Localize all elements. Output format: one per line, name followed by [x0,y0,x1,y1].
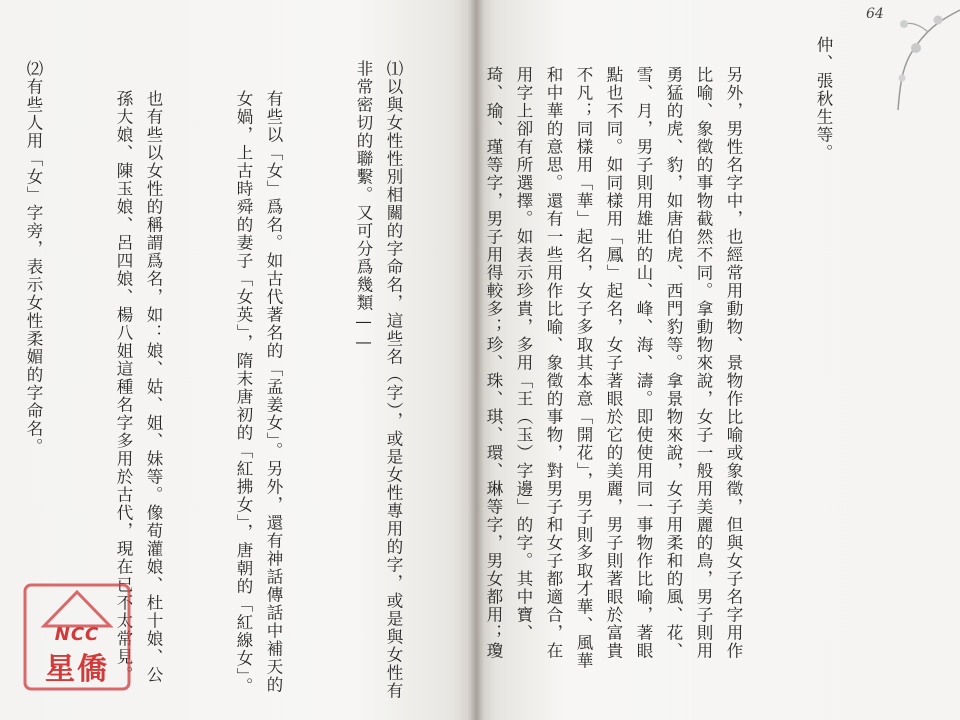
book-gutter [468,0,484,720]
paragraph-item2: ⑵有些人用「女」字旁，表示女性柔媚的字命名。 [24,60,43,456]
page-number: 64 [866,6,884,22]
right-page-text [478,36,898,676]
paragraph-male-names: 另外，男性名字中，也經常用動物、景物作比喻或象徵，但與女子名字用作比喻、象徵的事物截然不同。拿動物來說，女子一般用美麗的鳥，男子則用勇猛的虎、豹，如唐伯虎、西門豹等。拿景物來說，女子用柔和的風、花、雪、月，男子則用雄壯的山、峰、海、濤。即使使用同一事物作比喻，著眼點也不同。如同樣用「鳳」起名，女子著眼於它的美麗，男子則著眼於富貴不凡；同樣用「華」起名，女子多取其本意「開花」，男子則多取才華、風華和中華的意思。還有一些用作比喻、象徵的事物，對男子和女子都適合，在用字上卻有所選擇。如表示珍貴，多用「王（玉）字邊」的字。其中寶、琦、瑜、瑾等字，男子用得較多；珍、珠、琪、環、琳等字，男女都用；瓊 [484,66,743,670]
plum-branch-icon [880,0,960,120]
paragraph-item1: ⑴以與女性性別相關的字命名，這些名（字），或是女性專用的字，或是與女性有非常密切的聯繫。又可分爲幾類—— [354,60,403,700]
paragraph-item1-b: 也有些以女性的稱謂爲名，如：娘、姑、姐、妹等。像荀灌娘、杜十娘、公孫大娘、陳玉娘、呂四娘、楊八姐這種名字多用於古代，現在已不太常見。 [114,90,163,684]
publisher-stamp [22,582,132,692]
paragraph-item1-a: 有些以「女」爲名。如古代著名的「孟姜女」。另外，還有神話傳話中補天的女媧，上古時舜的妻子「女英」，隋末唐初的「紅拂女」，唐朝的「紅線女」。 [234,90,283,696]
left-page [0,0,476,720]
stamp-cjk-text: 星僑 [45,652,109,687]
paragraph-continuation: 仲、張秋生等。 [814,36,833,162]
stamp-latin-text: NCC [54,624,100,645]
